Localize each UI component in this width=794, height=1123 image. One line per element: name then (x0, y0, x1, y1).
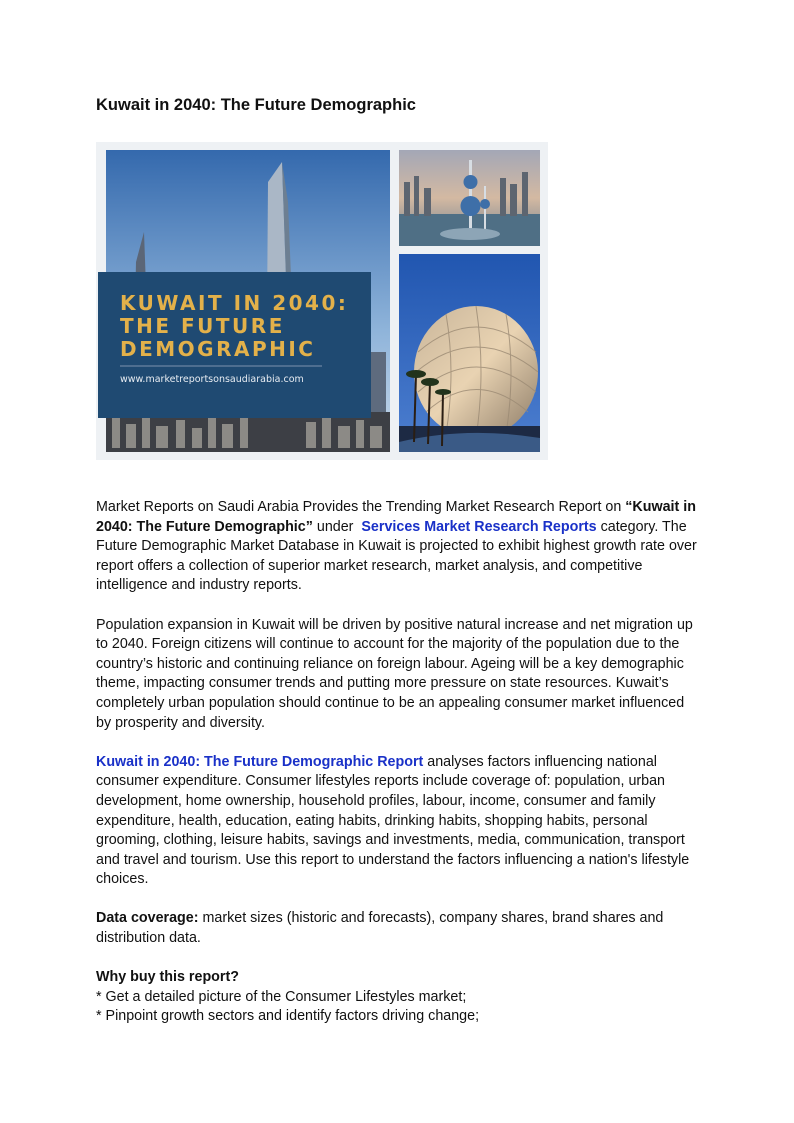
data-coverage-text: market sizes (historic and forecasts), company shares, brand shares and distribution data. (96, 910, 664, 947)
article-body (96, 498, 700, 1027)
why-buy-item: * Get a detailed picture of the Consumer Lifestyles market; (96, 988, 467, 1005)
intro-paragraph (96, 498, 700, 596)
why-buy-item: * Pinpoint growth sectors and identify factors driving change; (96, 1008, 480, 1025)
hero-image (96, 142, 548, 460)
intro-text-rest: category. The Future Demographic Market Database in Kuwait is projected to exhibit highest growth rate over report offers a collection of superior market research, market analysis, and competitive intelligence and industry reports. (96, 518, 697, 594)
report-title-bold: “Kuwait in 2040: The Future Demographic” (96, 499, 696, 535)
population-paragraph: Population expansion in Kuwait will be driven by positive natural increase and net migration up to 2040. Foreign citizens will continue to account for the majority of the population due to the country’s historic and continuing reliance on foreign labour. Ageing will be a key demographic theme, impacting consumer trends and putting more pressure on state resources. Kuwait’s completely urban population should continue to be an appealing consumer market influenced by prosperity and diversity. (96, 616, 693, 731)
report-text: analyses factors influencing national consumer expenditure. Consumer lifestyles reports include coverage of: population, urban development, home ownership, household profiles, labour, income, consumer and family expenditure, health, education, eating habits, drinking habits, shopping habits, personal grooming, clothing, leisure habits, savings and investments, media, communication, transport and travel and tourism. Use this report to understand the factors influencing a nation's lifestyle choices. (96, 753, 690, 888)
page-title: Kuwait in 2040: The Future Demographic (96, 96, 416, 114)
intro-text: Market Reports on Saudi Arabia Provides the Trending Market Research Report on (96, 499, 626, 515)
banner-line-2: THE FUTURE (120, 314, 285, 338)
hero-collage (96, 142, 548, 460)
why-buy-heading-text: Why buy this report? (96, 969, 239, 986)
services-reports-link[interactable]: Services Market Research Reports (361, 518, 597, 535)
banner-url: www.marketreportsonsaudiarabia.com (120, 374, 304, 385)
intro-text-under: under (312, 518, 358, 535)
banner-line-1: KUWAIT IN 2040: (120, 291, 349, 315)
why-buy-heading (96, 968, 700, 988)
report-link[interactable]: Kuwait in 2040: The Future Demographic Report (96, 753, 424, 770)
data-coverage-paragraph (96, 909, 700, 948)
banner-line-3: DEMOGRAPHIC (120, 337, 316, 361)
report-paragraph (96, 753, 700, 890)
data-coverage-label: Data coverage: (96, 910, 199, 927)
